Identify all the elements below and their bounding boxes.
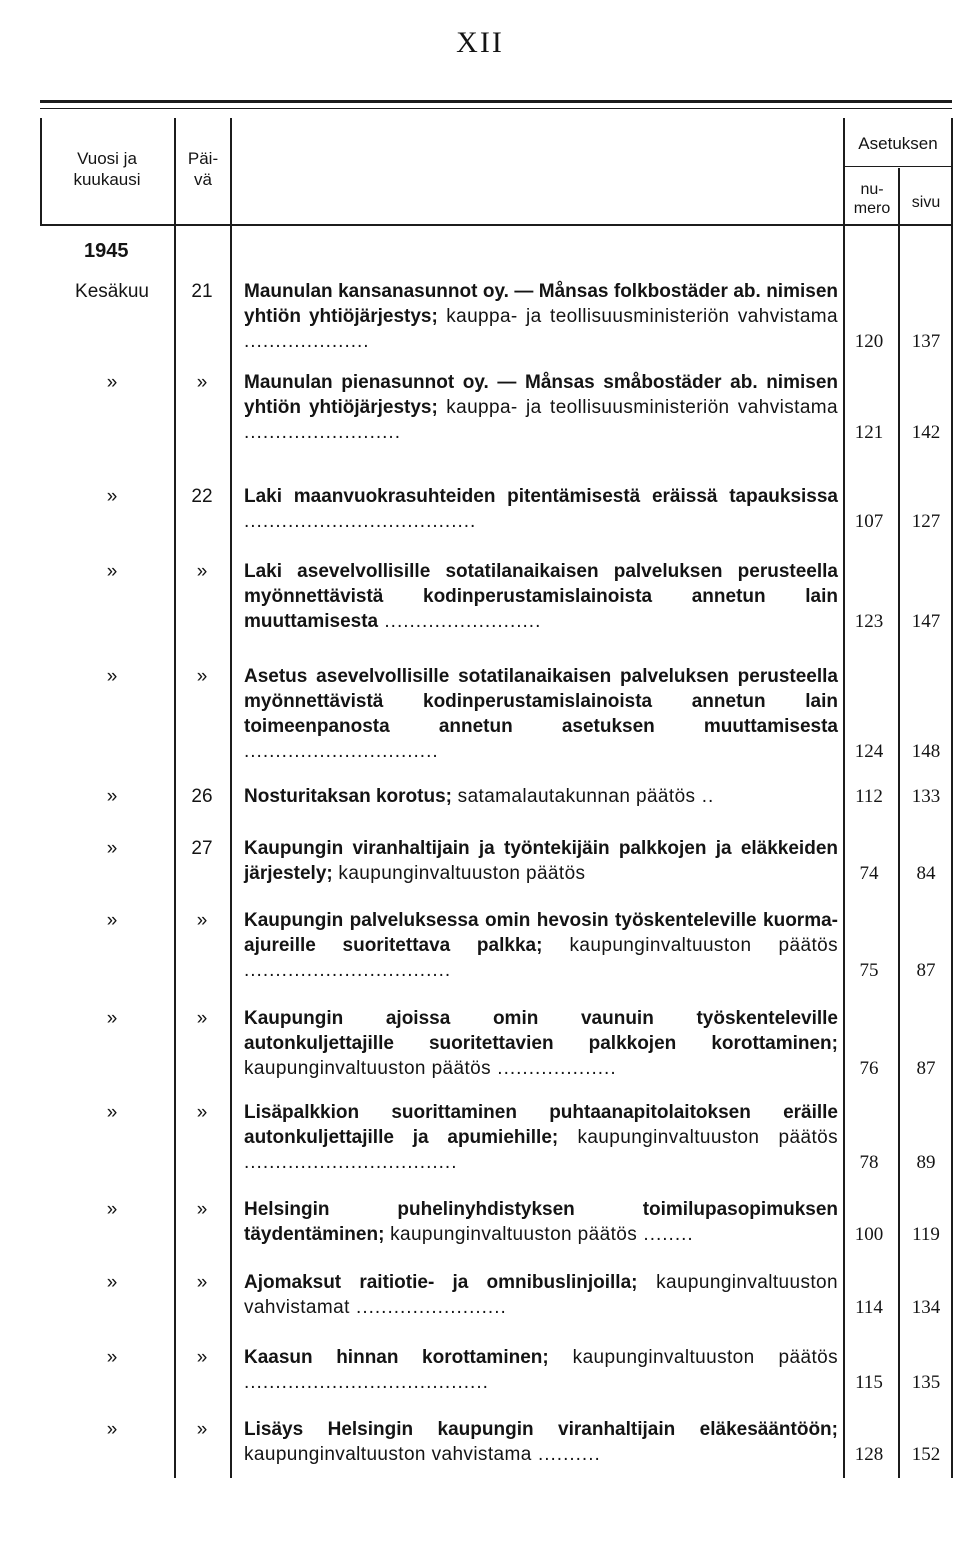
row-page-number: 135 [911, 1372, 941, 1393]
row-page-number: 142 [911, 422, 941, 443]
row-title-bold: Maunulan kansanasunnot oy. — Månsas folkbostäder ab. nimisen yhtiön yhtiöjärjestys; [244, 281, 838, 327]
row-page-number: 148 [911, 741, 941, 762]
row-dot-leader: .......... [531, 1444, 601, 1465]
row-month: » [106, 838, 118, 859]
row-decree-number: 128 [854, 1444, 884, 1465]
row-title [244, 784, 838, 809]
row-title [244, 484, 838, 534]
row-title [244, 1197, 838, 1247]
row-title-bold: Asetus asevelvollisille sotatilanaikaisen palveluksen perusteella myönnettävistä kodinperustamislainoista annetun lain toimeenpanosta annetun asetuksen muuttamisesta [244, 666, 838, 737]
row-title-authority: kauppa- ja teollisuusministeriön vahvistama [437, 397, 838, 418]
row-decree-number: 100 [854, 1224, 884, 1245]
row-month: » [106, 486, 118, 507]
row-month: » [106, 786, 118, 807]
row-decree-number: 107 [854, 511, 884, 532]
row-page-number: 137 [911, 331, 941, 352]
row-page-number: 127 [911, 511, 941, 532]
row-decree-number: 114 [855, 1297, 883, 1318]
row-decree-number: 74 [859, 863, 879, 884]
row-month: » [106, 372, 118, 393]
row-title-bold: Lisäpalkkion suorittaminen puhtaanapitolaitoksen eräille autonkuljettajille ja apumiehille; [244, 1102, 838, 1148]
row-page-number: 133 [911, 786, 941, 807]
column-rule-day [174, 118, 176, 1478]
row-day: » [196, 372, 208, 393]
header-decree: Asetuksen [858, 134, 938, 153]
row-title-bold: Laki maanvuokrasuhteiden pitentämisestä eräissä tapauksissa [244, 486, 838, 507]
row-title-bold: Nosturitaksan korotus; [244, 786, 452, 807]
row-decree-number: 112 [855, 786, 883, 807]
row-title-authority: kaupunginvaltuuston vahvistamat [244, 1272, 838, 1318]
row-day: » [196, 1347, 208, 1368]
row-month: » [106, 1347, 118, 1368]
row-month: » [106, 1272, 118, 1293]
header-month: Vuosi ja kuukausi [73, 149, 141, 189]
row-page-number: 87 [916, 960, 936, 981]
row-dot-leader: .. [695, 786, 715, 807]
row-dot-leader: ............................... [244, 741, 439, 762]
row-title-authority: satamalautakunnan päätös [451, 786, 696, 807]
row-page-number: 119 [912, 1224, 940, 1245]
row-month: » [106, 910, 118, 931]
row-title-authority: kaupunginvaltuuston päätös [384, 1224, 638, 1245]
page-number: XII [456, 26, 504, 59]
row-day: » [196, 1199, 208, 1220]
row-decree-number: 124 [854, 741, 884, 762]
row-title-authority: kaupunginvaltuuston päätös [244, 1058, 492, 1079]
top-rule-thick [40, 100, 952, 103]
row-title-bold: Kaupungin ajoissa omin vaunuin työskenteleville autonkuljettajille suoritettavien palkkojen korottaminen; [244, 1008, 838, 1054]
row-decree-number: 76 [859, 1058, 879, 1079]
row-title [244, 1006, 838, 1081]
row-title-authority: kauppa- ja teollisuusministeriön vahvistama [437, 306, 838, 327]
row-decree-number: 75 [859, 960, 879, 981]
row-month: » [106, 1008, 118, 1029]
row-dot-leader: ................................. [244, 960, 452, 981]
row-page-number: 147 [911, 611, 941, 632]
row-title [244, 1345, 838, 1395]
row-title [244, 1417, 838, 1467]
row-dot-leader: ........ [637, 1224, 694, 1245]
row-title [244, 908, 838, 983]
year: 1945 [84, 240, 129, 262]
row-title-authority: kaupunginvaltuuston päätös [558, 1127, 838, 1148]
row-month: » [106, 666, 118, 687]
column-rule-left [40, 118, 42, 224]
row-title [244, 279, 838, 354]
row-day: » [196, 910, 208, 931]
row-page-number: 84 [916, 863, 936, 884]
row-month: » [106, 1419, 118, 1440]
row-day: » [196, 1102, 208, 1123]
column-rule-title [230, 118, 232, 1478]
row-dot-leader: ................... [491, 1058, 617, 1079]
row-day: 22 [191, 486, 213, 507]
row-day: 26 [191, 786, 213, 807]
row-day: » [196, 1419, 208, 1440]
row-title-bold: Helsingin puhelinyhdistyksen toimilupasopimuksen täydentäminen; [244, 1199, 838, 1245]
row-title-bold: Kaupungin viranhaltijain ja työntekijäin palkkojen ja eläkkeiden järjestely; [244, 838, 838, 884]
row-title-authority: kaupunginvaltuuston päätös [548, 1347, 838, 1368]
row-decree-number: 78 [859, 1152, 879, 1173]
row-decree-number: 120 [854, 331, 884, 352]
header-subdivider [843, 166, 951, 167]
row-day: » [196, 561, 208, 582]
row-dot-leader: ..................................... [244, 511, 477, 532]
header-day: Päi- vä [187, 149, 219, 189]
row-day: » [196, 666, 208, 687]
row-title-bold: Maunulan pienasunnot oy. — Månsas småbostäder ab. nimisen yhtiön yhtiöjärjestys; [244, 372, 838, 418]
row-decree-number: 123 [854, 611, 884, 632]
top-rule-thin [40, 108, 952, 109]
row-title-authority: kaupunginvaltuuston päätös [332, 863, 586, 884]
row-page-number: 87 [916, 1058, 936, 1079]
row-month: » [106, 1102, 118, 1123]
row-title [244, 1270, 838, 1320]
row-day: 21 [191, 281, 213, 302]
row-dot-leader: .................... [244, 331, 370, 352]
row-title-authority: kaupunginvaltuuston päätös [542, 935, 838, 956]
row-dot-leader: ....................................... [244, 1372, 489, 1393]
row-title [244, 664, 838, 764]
row-dot-leader: .................................. [244, 1152, 458, 1173]
row-day: » [196, 1272, 208, 1293]
column-rule-page [898, 168, 900, 1478]
row-decree-number: 115 [855, 1372, 883, 1393]
row-title [244, 370, 838, 445]
header-page: sivu [911, 194, 941, 211]
header-number: nu- mero [853, 181, 891, 217]
row-day: 27 [191, 838, 213, 859]
row-month: Kesäkuu [75, 281, 149, 302]
row-title-bold: Laki asevelvollisille sotatilanaikaisen palveluksen perusteella myönnettävistä kodinperustamislainoista annetun lain muuttamisesta [244, 561, 838, 632]
row-page-number: 134 [911, 1297, 941, 1318]
row-title-authority: kaupunginvaltuuston vahvistama [244, 1444, 532, 1465]
row-title [244, 836, 838, 886]
row-title-bold: Kaasun hinnan korottaminen; [244, 1347, 549, 1368]
row-title-bold: Ajomaksut raitiotie- ja omnibuslinjoilla; [244, 1272, 638, 1293]
row-dot-leader: ......................... [244, 422, 401, 443]
row-dot-leader: ........................ [349, 1297, 507, 1318]
row-day: » [196, 1008, 208, 1029]
row-page-number: 89 [916, 1152, 936, 1173]
row-decree-number: 121 [854, 422, 884, 443]
header-divider [40, 224, 952, 226]
row-month: » [106, 561, 118, 582]
row-title [244, 559, 838, 634]
row-dot-leader: ......................... [378, 611, 542, 632]
row-page-number: 152 [911, 1444, 941, 1465]
row-title-bold: Kaupungin palveluksessa omin hevosin työskenteleville kuorma-ajureille suoritettava palkka; [244, 910, 838, 956]
row-title-bold: Lisäys Helsingin kaupungin viranhaltijain eläkesääntöön; [244, 1419, 838, 1440]
row-title [244, 1100, 838, 1175]
row-month: » [106, 1199, 118, 1220]
